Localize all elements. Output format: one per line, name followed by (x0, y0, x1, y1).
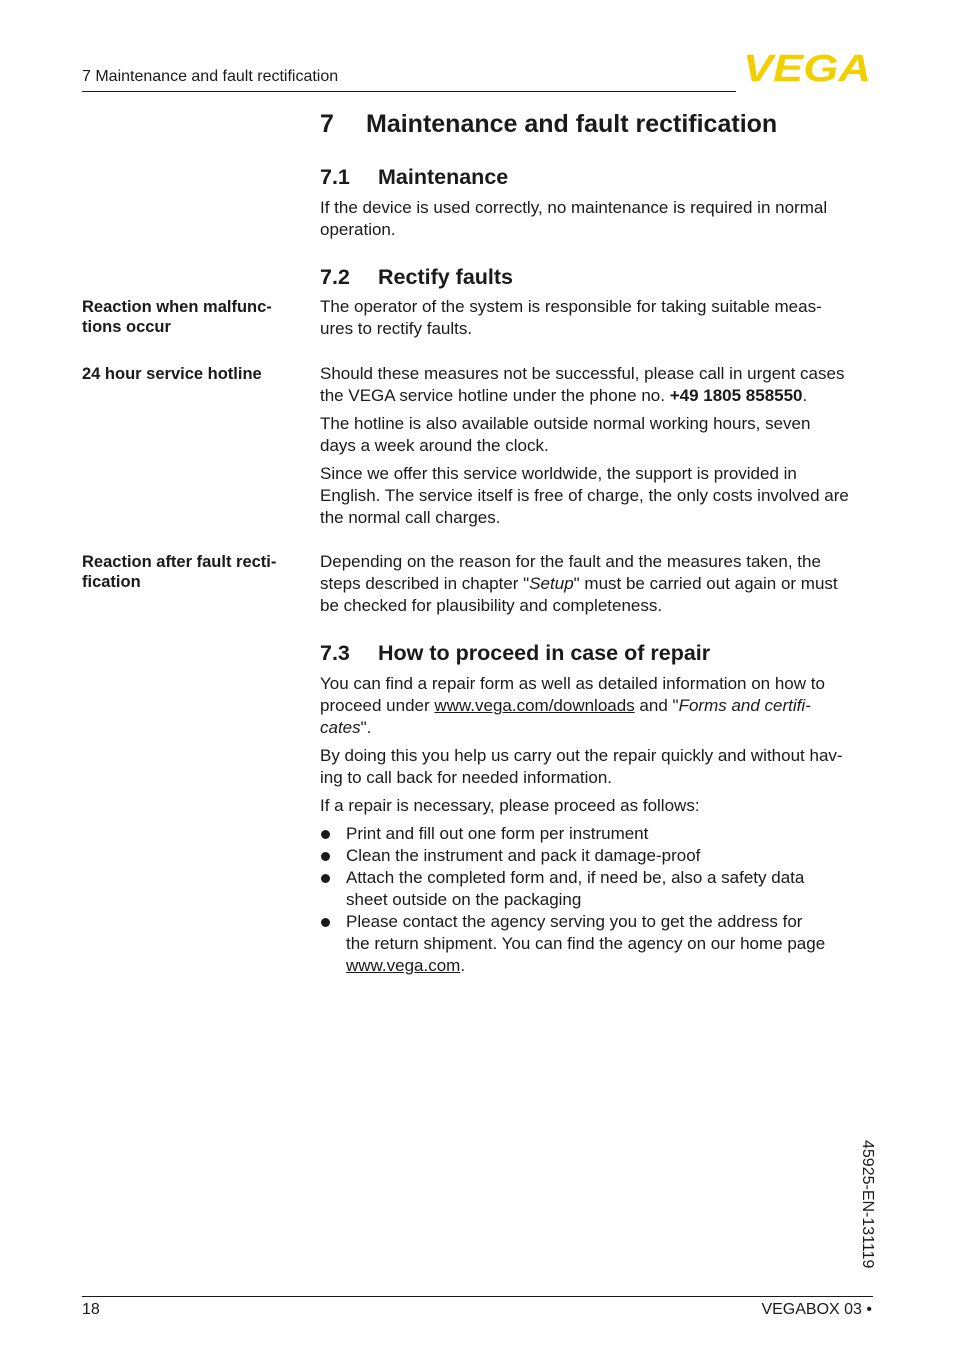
side-heading-hotline: 24 hour service hotline (82, 365, 262, 383)
hotline-hours-paragraph: The hotline is also available outside normal working hours, seven days a week around the clock. (320, 414, 811, 455)
repair-benefit-paragraph: By doing this you help us carry out the repair quickly and without hav- ing to call back for needed information. (320, 746, 843, 787)
section-7-1-heading: 7.1 Maintenance (320, 165, 509, 189)
section-7-2-heading: 7.2 Rectify faults (320, 265, 514, 289)
maintenance-paragraph: If the device is used correctly, no maintenance is required in normal operation. (320, 198, 828, 239)
section-7-3-heading: 7.3 How to proceed in case of repair (320, 641, 711, 665)
after-fault-paragraph: Depending on the reason for the fault and the measures taken, the steps described in chapter "Setup" must be carried out again or must be checked for plausibility and completeness. (320, 552, 838, 615)
support-language-paragraph: Since we offer this service worldwide, the support is provided in English. The service itself is free of charge, the only costs involved are the normal call charges. (320, 464, 849, 527)
vega-homepage-link[interactable]: www.vega.com (346, 956, 461, 975)
repair-steps-list (320, 823, 880, 977)
chapter-heading: 7 Maintenance and fault rectification (320, 110, 778, 138)
side-heading-after-fault: Reaction after fault recti- fication (82, 553, 277, 591)
footer-rule (82, 1296, 873, 1297)
vega-logo-text: VEGA (743, 50, 871, 84)
repair-form-paragraph: You can find a repair form as well as detailed information on how to proceed under www.vega.com/downloads and "Forms and certifi- cates". (320, 674, 825, 737)
list-item: Print and fill out one form per instrument (320, 823, 880, 845)
vega-logo (741, 50, 873, 84)
document-id: 45925-EN-131119 (859, 1140, 876, 1269)
page-number: 18 (82, 1301, 100, 1318)
header-rule (82, 91, 736, 92)
operator-paragraph: The operator of the system is responsible for taking suitable meas- ures to rectify faults. (320, 297, 822, 338)
list-item: Clean the instrument and pack it damage-proof (320, 845, 880, 867)
side-heading-malfunctions: Reaction when malfunc- tions occur (82, 298, 272, 336)
document-name: VEGABOX 03 • (761, 1301, 872, 1318)
list-item: Attach the completed form and, if need be, also a safety data sheet outside on the packaging (320, 867, 880, 911)
hotline-phone-number: +49 1805 858550 (669, 386, 803, 405)
hotline-paragraph: Should these measures not be successful, please call in urgent cases the VEGA service hotline under the phone no. +49 1805 858550. (320, 364, 845, 405)
downloads-link[interactable]: www.vega.com/downloads (434, 696, 635, 715)
running-header-title: 7 Maintenance and fault rectification (82, 68, 339, 85)
repair-intro-paragraph: If a repair is necessary, please proceed as follows: (320, 796, 700, 815)
list-item: Please contact the agency serving you to get the address for the return shipment. You can find the agency on our home page www.vega.com. (320, 911, 880, 977)
